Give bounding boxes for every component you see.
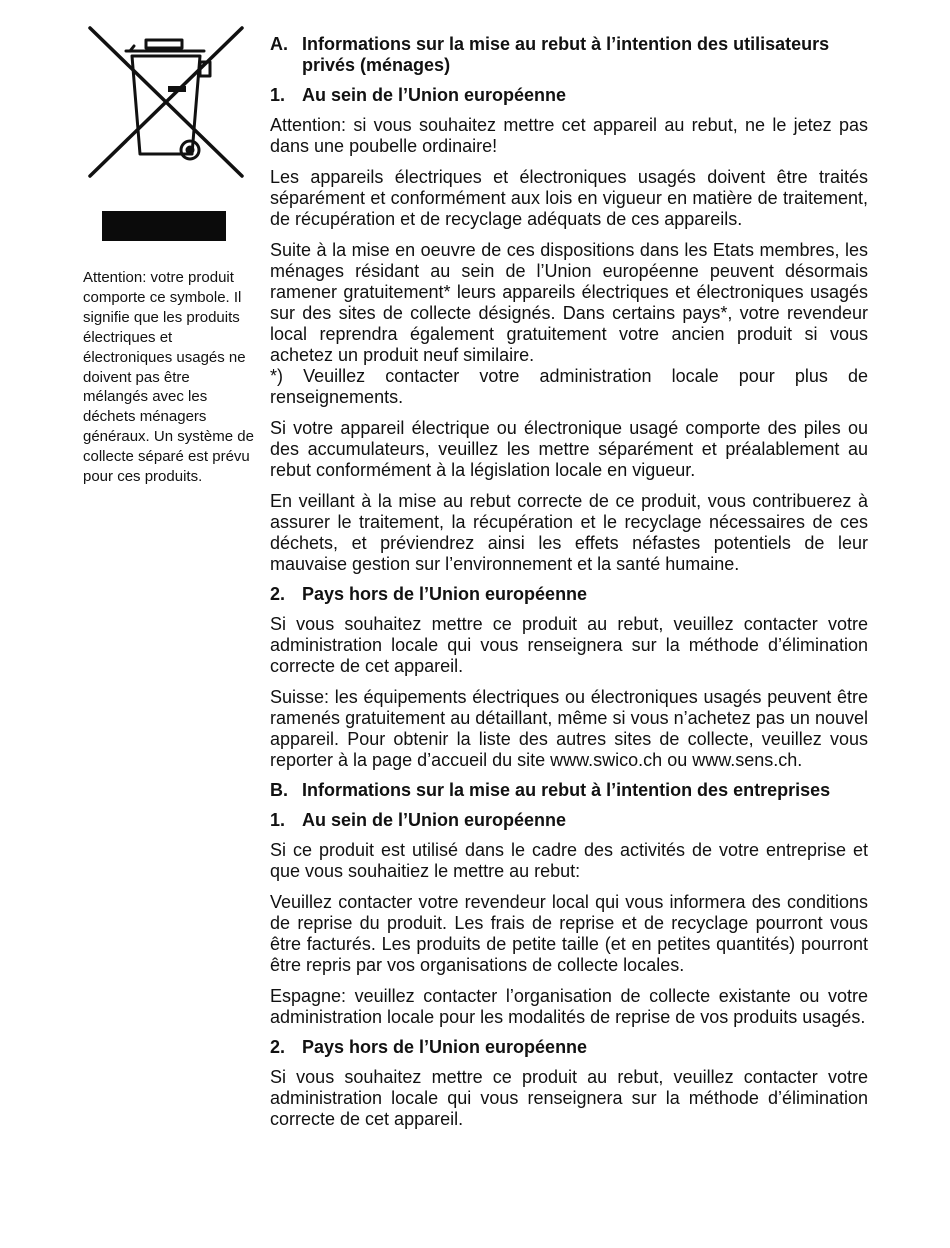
section-a-heading <box>270 34 868 76</box>
section-b-sub1-heading <box>270 810 868 831</box>
section-a-sub2-title: Pays hors de l’Union européenne <box>302 584 588 604</box>
section-a-paragraph-3-note: *) Veuillez contacter votre administration locale pour plus de renseignements. <box>270 366 868 407</box>
section-a-sub1-number: 1. <box>270 85 286 105</box>
section-a-sub1-heading <box>270 85 868 106</box>
main-content <box>270 34 868 1130</box>
sidebar <box>83 24 255 487</box>
sidebar-note: Attention: votre produit comporte ce symbole. Il signifie que les produits électriques et électroniques usagés ne doivent pas être mélangés avec les déchets ménagers généraux. Un système de collecte séparé est prévu pour ces produits. <box>83 269 254 486</box>
section-b-sub1-title: Au sein de l’Union européenne <box>302 810 567 830</box>
section-a-sub2-number: 2. <box>270 584 286 604</box>
section-b-number: B. <box>270 780 288 800</box>
section-b-paragraph-3: Espagne: veuillez contacter l’organisation de collecte existante ou votre administration locale pour les modalités de reprise de vos produits usagés. <box>270 986 868 1027</box>
section-a-paragraph-1: Attention: si vous souhaitez mettre cet appareil au rebut, ne le jetez pas dans une poubelle ordinaire! <box>270 115 868 156</box>
black-bar <box>102 211 226 241</box>
section-b-sub2-title: Pays hors de l’Union européenne <box>302 1037 588 1057</box>
section-b-paragraph-2: Veuillez contacter votre revendeur local qui vous informera des conditions de reprise du produit. Les frais de reprise et de recyclage pourront vous être facturés. Les produits de petite taille (et en petites quantités) pourront être repris par vos organisations de collecte locales. <box>270 892 868 975</box>
section-b-sub1-number: 1. <box>270 810 286 830</box>
section-b-sub2-heading <box>270 1037 868 1058</box>
section-b-heading <box>270 780 868 801</box>
section-b-title: Informations sur la mise au rebut à l’intention des entreprises <box>302 780 831 800</box>
section-a-paragraph-6: Si vous souhaitez mettre ce produit au rebut, veuillez contacter votre administration locale qui vous renseignera sur la méthode d’élimination correcte de cet appareil. <box>270 614 868 676</box>
section-a-sub1-title: Au sein de l’Union européenne <box>302 85 567 105</box>
section-a-sub2-heading <box>270 584 868 605</box>
section-a-number: A. <box>270 34 288 54</box>
section-a-title: Informations sur la mise au rebut à l’intention des utilisateurs privés (ménages) <box>302 34 830 75</box>
section-a-paragraph-3: Suite à la mise en oeuvre de ces dispositions dans les Etats membres, les ménages résidant au sein de l’Union européenne peuvent désormais ramener gratuitement* leurs appareils électriques et électroniques usagés sur des sites de collecte désignés. Dans certains pays*, votre revendeur local reprendra également gratuitement votre ancien produit si vous achetez un produit neuf similaire. <box>270 240 868 365</box>
crossed-out-wheeled-bin-icon <box>86 24 246 180</box>
section-a-paragraph-4: Si votre appareil électrique ou électronique usagé comporte des piles ou des accumulateurs, veuillez les mettre séparément et préalablement au rebut conformément à la législation locale en vigueur. <box>270 418 868 480</box>
section-a-paragraph-2: Les appareils électriques et électroniques usagés doivent être traités séparément et conformément aux lois en vigueur en matière de traitement, de récupération et de recyclage adéquats de ces appareils. <box>270 167 868 229</box>
section-a-paragraph-7: Suisse: les équipements électriques ou électroniques usagés peuvent être ramenés gratuitement au détaillant, même si vous n’achetez pas un nouvel appareil. Pour obtenir la liste des autres sites de collecte, veuillez vous reporter à la page d’accueil du site www.swico.ch ou www.sens.ch. <box>270 687 868 770</box>
section-b-paragraph-1: Si ce produit est utilisé dans le cadre des activités de votre entreprise et que vous souhaitiez le mettre au rebut: <box>270 840 868 881</box>
section-b-sub2-number: 2. <box>270 1037 286 1057</box>
section-b-paragraph-4: Si vous souhaitez mettre ce produit au rebut, veuillez contacter votre administration locale qui vous renseignera sur la méthode d’élimination correcte de cet appareil. <box>270 1067 868 1129</box>
section-a-paragraph-5: En veillant à la mise au rebut correcte de ce produit, vous contribuerez à assurer le traitement, la récupération et le recyclage nécessaires de ces déchets, et préviendrez ainsi les effets néfastes potentiels de leur mauvaise gestion sur l’environnement et la santé humaine. <box>270 491 868 574</box>
